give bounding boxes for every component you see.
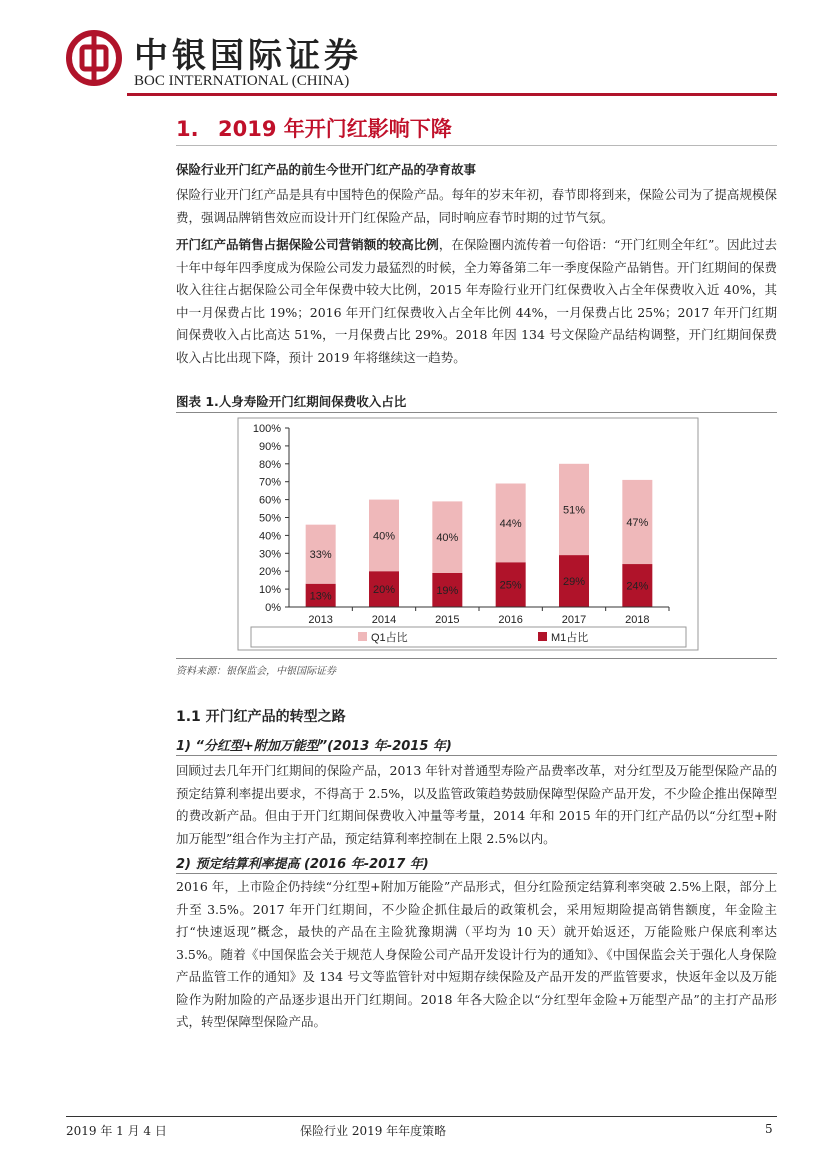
y-tick-label: 50% <box>258 512 281 525</box>
legend-label-q1: Q1占比 <box>371 632 408 644</box>
legend-box <box>251 627 686 647</box>
label-m1-2013: 13% <box>309 590 332 603</box>
section-rule <box>176 145 777 146</box>
section-title <box>176 113 452 143</box>
header-rule <box>127 93 777 96</box>
y-tick-label: 20% <box>258 566 281 579</box>
intro-paragraph-2-bold: 开门红产品销售占据保险公司营销额的较高比例 <box>176 237 439 252</box>
figure-title: 图表 1.人身寿险开门红期间保费收入占比 <box>176 394 407 409</box>
legend-swatch-m1 <box>538 632 547 641</box>
subheading-2: 2) 预定结算利率提高 (2016 年-2017 年) <box>176 857 429 872</box>
footer-document-title: 保险行业 2019 年年度策略 <box>300 1124 447 1138</box>
chart <box>176 415 777 655</box>
figure-bottom-rule <box>176 658 777 659</box>
intro-heading: 保险行业开门红产品的前生今世开门红产品的孕育故事 <box>176 162 477 177</box>
legend-label-m1: M1占比 <box>551 632 589 644</box>
y-tick-label: 10% <box>258 584 281 597</box>
y-tick-label: 80% <box>258 458 281 471</box>
y-tick-label: 30% <box>258 548 281 561</box>
label-q1-2014: 40% <box>372 530 396 543</box>
x-tick-label: 2014 <box>371 614 397 626</box>
x-tick-label: 2016 <box>498 614 523 626</box>
subsection-title: 1.1 开门红产品的转型之路 <box>176 709 346 725</box>
x-tick-label: 2018 <box>625 614 650 626</box>
brand-name-en: BOC INTERNATIONAL (CHINA) <box>134 73 350 89</box>
subheading-1-rule <box>176 755 777 756</box>
label-q1-2015: 40% <box>436 532 459 545</box>
section-number: 1. <box>176 117 199 141</box>
label-m1-2016: 25% <box>499 579 522 592</box>
boc-logo <box>66 30 122 86</box>
x-tick-label: 2013 <box>308 614 333 626</box>
y-tick-label: 60% <box>258 494 281 507</box>
figure-source: 资料来源：银保监会，中银国际证券 <box>176 666 336 677</box>
y-tick-label: 0% <box>265 602 281 614</box>
y-tick-label: 70% <box>258 476 281 489</box>
x-tick-label: 2017 <box>561 614 587 626</box>
label-q1-2013: 33% <box>309 549 332 562</box>
subheading-1: 1) “分红型+附加万能型”(2013 年-2015 年) <box>176 739 452 754</box>
y-tick-label: 90% <box>258 440 281 453</box>
paragraph-1: 回顾过去几年开门红期间的保险产品，2013 年针对普通型寿险产品费率改革，对分红型及万能型保险产品的预定结算利率提出要求，不得高于 2.5%，以及监管政策趋势鼓励保障型保险产品开发，不少险企推出保障型的费改新产品。但由于开门红期间保费收入冲量等考量，2014 年和 2015 年的开门红产品仍以“分红型+附加万能型”组合作为主打产品，预定结算利率控制在上限 2.5%以内。 <box>176 763 777 846</box>
footer-rule <box>66 1116 777 1117</box>
intro-paragraph-1: 保险行业开门红产品是具有中国特色的保险产品。每年的岁末年初，春节即将到来，保险公司为了提高规模保费，强调品牌销售效应而设计开门红保险产品，同时响应春节时期的过节气氛。 <box>176 187 777 225</box>
brand-name-cn: 中银国际证券 <box>134 36 362 76</box>
y-tick-label: 40% <box>258 530 281 543</box>
footer-date: 2019 年 1 月 4 日 <box>66 1124 167 1138</box>
footer-page-number: 5 <box>765 1122 773 1136</box>
y-tick-label: 100% <box>252 423 281 435</box>
legend-swatch-q1 <box>358 632 367 641</box>
label-m1-2014: 20% <box>372 584 396 597</box>
section-title-text: 2019 年开门红影响下降 <box>218 117 452 141</box>
figure-top-rule <box>176 412 777 413</box>
intro-paragraph-2 <box>176 234 777 369</box>
label-q1-2017: 51% <box>562 504 586 517</box>
label-q1-2016: 44% <box>499 517 522 530</box>
label-m1-2018: 24% <box>626 580 649 593</box>
x-tick-label: 2015 <box>435 614 460 626</box>
label-m1-2017: 29% <box>562 576 586 589</box>
intro-paragraph-2-text: ，在保险圈内流传着一句俗语：“开门红则全年红”。因此过去十年中每年四季度成为保险公司发力最猛烈的时候，全力筹备第二年一季度保险产品销售。开门红期间的保费收入往往占据保险公司全年保费中较大比例，2015 年寿险行业开门红保费收入占全年保费收入近 40%，其中一月保费占比 19%；2016 年开门红保费收入占全年比例 44%，一月保费占比 25%；2017 年开门红期间保费收入占比高达 51%，一月保费占比 29%。2018 年因 134 号文保险产品结构调整，开门红期间保费收入占比出现下降，预计 2019 年将继续这一趋势。 <box>176 237 777 365</box>
label-q1-2018: 47% <box>626 516 649 529</box>
subheading-2-rule <box>176 873 777 874</box>
label-m1-2015: 19% <box>436 584 459 597</box>
chart-legend <box>251 627 686 647</box>
paragraph-2: 2016 年，上市险企仍持续“分红型+附加万能险”产品形式，但分红险预定结算利率突破 2.5%上限，部分上升至 3.5%。2017 年开门红期间，不少险企抓住最后的政策机会，采用短期险提高销售额度，年金险主打“快速返现”概念，最快的产品在主险犹豫期满（平均为 10 天）就开始返还，万能险账户保底利率达 3.5%。随着《中国保监会关于规范人身保险公司产品开发设计行为的通知》、《中国保监会关于强化人身保险产品监管工作的通知》及 134 号文等监管针对中短期存续保险及产品开发的严监管要求，快返年金以及万能险作为附加险的产品逐步退出开门红期间。2018 年各大险企以“分红型年金险+万能型产品”的主打产品形式，转型保障型保险产品。 <box>176 879 777 1029</box>
